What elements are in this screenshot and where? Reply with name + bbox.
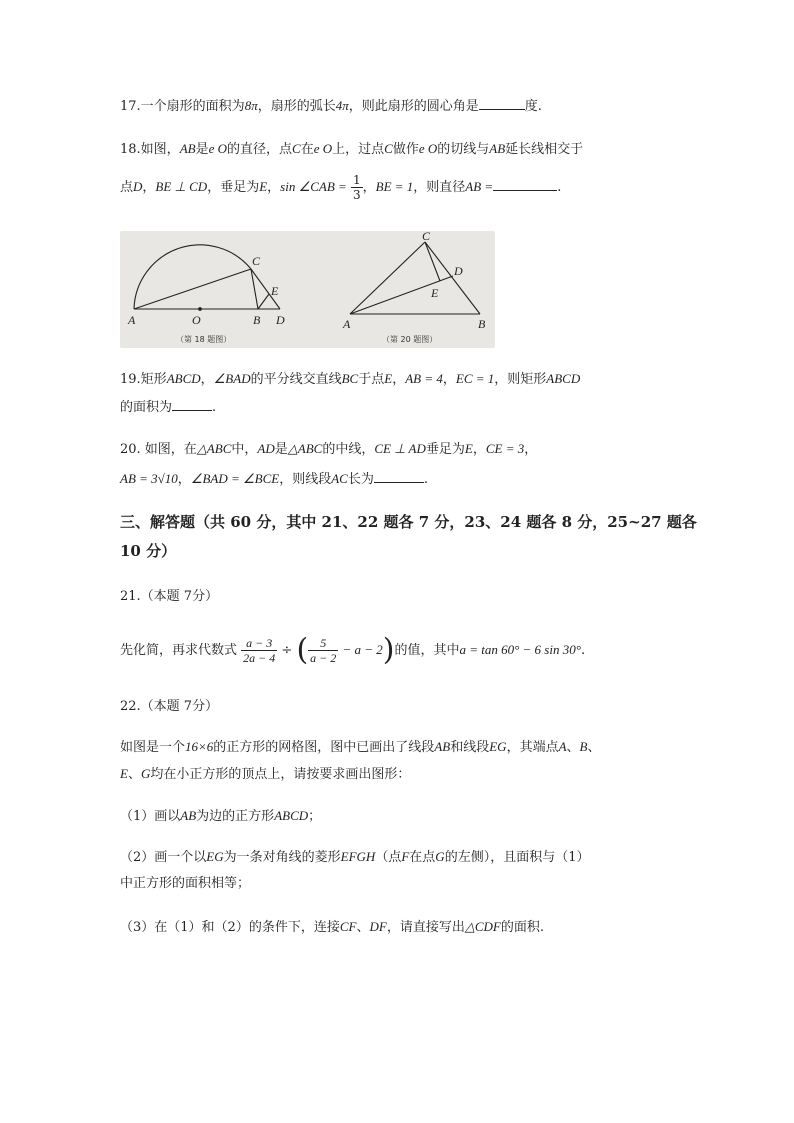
fraction-numerator: 1: [352, 173, 361, 187]
q22-text: 、: [356, 920, 370, 935]
q18-math: BE ⊥ CD: [155, 179, 208, 194]
q22-text: 均在小正方形的顶点上，请按要求画出图形：: [150, 767, 411, 782]
q22-text: 、: [127, 767, 141, 782]
q18-math: C: [384, 141, 393, 156]
q22-text: 为边的正方形: [196, 809, 275, 824]
q20-math: E: [464, 441, 473, 456]
question-20-line-2: [120, 470, 428, 489]
figure-18-caption: （第 18 题图）: [176, 335, 232, 344]
section-3-heading: 三、解答题（共 60 分，其中 21、22 题各 7 分，23、24 题各 8 分，25~27 题各: [120, 513, 697, 531]
q22-text: 、: [566, 740, 580, 755]
q18-math: AB: [179, 141, 196, 156]
q22-math: AB: [180, 808, 197, 823]
q18-text: 的直径，点: [227, 142, 293, 157]
figure-20: [350, 242, 480, 314]
q22-math: G: [140, 766, 151, 781]
question-22-part-2: [120, 848, 589, 867]
q17-area: 8π: [244, 98, 258, 113]
q19-text: ，: [442, 372, 456, 387]
question-22-line-1: [120, 738, 601, 757]
q22-text: 在点: [409, 850, 436, 865]
q17-arc: 4π: [335, 98, 349, 113]
q22-math: DF: [369, 919, 387, 934]
q22-text: 为一条对角线的菱形: [223, 850, 341, 865]
question-18-line-1: [120, 140, 583, 159]
q22-text: ，请直接写出: [386, 920, 465, 935]
q21-math: a = tan 60° − 6 sin 30°: [459, 642, 581, 657]
q20-math: CE = 3: [485, 441, 525, 456]
q18-text: ，垂足为: [207, 180, 260, 195]
q20-text: .: [423, 472, 429, 487]
q20-math: AD: [257, 441, 275, 456]
question-20-line-1: [120, 440, 537, 459]
figures-image: [120, 231, 495, 348]
q19-math: ABCD: [166, 371, 201, 386]
q22-math: AB: [434, 739, 451, 754]
label-B: B: [478, 317, 486, 331]
q19-math: BC: [341, 371, 359, 386]
question-22-header: 22.（本题 7分）: [120, 699, 219, 714]
label-D: D: [276, 313, 285, 327]
q20-text: 20. 如图，在: [120, 442, 197, 457]
q20-math: CE ⊥ AD: [374, 441, 426, 456]
q20-text: ，: [472, 442, 486, 457]
q18-text: ，: [142, 180, 156, 195]
fraction-denominator: a − 2: [310, 651, 337, 665]
q22-text: 的面积.: [500, 920, 544, 935]
q18-text: ，则直径: [413, 180, 466, 195]
q22-text: （3）在（1）和（2）的条件下，连接: [120, 920, 340, 935]
q17-text: 度.: [524, 99, 542, 114]
q18-math: e O: [418, 141, 438, 156]
q21-text: 的值，其中: [394, 643, 460, 658]
question-21-header: 21.（本题 7分）: [120, 589, 219, 604]
label-A: A: [343, 317, 351, 331]
q21-math: − a − 2: [342, 642, 383, 657]
q19-text: 的面积为: [120, 400, 173, 415]
q22-math: G: [435, 849, 445, 864]
q22-text: 如图是一个: [120, 740, 186, 755]
fraction-one-third: [351, 173, 363, 202]
q20-math: △ABC: [287, 441, 323, 456]
question-22-part-3: [120, 918, 544, 937]
q17-text: ，扇形的弧长: [257, 99, 336, 114]
question-22-part-2-cont: 中正方形的面积相等；: [120, 876, 251, 891]
q22-math: EG: [489, 739, 507, 754]
q22-text: ，其端点: [506, 740, 559, 755]
q19-text: ，: [392, 372, 406, 387]
q19-text: 19.矩形: [120, 372, 167, 387]
fraction-denominator: 3: [352, 188, 361, 202]
paren-close: ): [382, 632, 395, 668]
label-B: B: [253, 313, 261, 327]
q18-text: 做作: [392, 142, 419, 157]
q18-math: E: [259, 179, 268, 194]
q18-math: e O: [313, 141, 333, 156]
q22-text: （点: [375, 850, 402, 865]
q22-math: F: [401, 849, 410, 864]
q22-math: △CDF: [464, 919, 501, 934]
q22-math: EG: [206, 849, 224, 864]
q19-text: ，则矩形: [494, 372, 547, 387]
fraction-numerator: 5: [308, 636, 338, 651]
center-point-O: [199, 308, 202, 311]
q20-text: ，则线段: [279, 472, 332, 487]
paren-open: (: [296, 632, 309, 668]
q19-math: EC = 1: [455, 371, 495, 386]
answer-blank[interactable]: [172, 398, 212, 411]
q18-text: 18.如图，: [120, 142, 180, 157]
answer-blank[interactable]: [479, 97, 525, 110]
q18-text: 是: [195, 142, 209, 157]
question-19-line-2: [120, 398, 216, 417]
section-3-heading-cont: 10 分）: [120, 542, 177, 560]
question-22-part-1: [120, 807, 321, 826]
q21-text: .: [580, 643, 586, 658]
line-BC: [251, 269, 258, 309]
q22-text: 的左侧），且面积与（1）: [444, 850, 590, 865]
q19-math: ABCD: [546, 371, 581, 386]
q22-math: 16×6: [185, 739, 214, 754]
q20-text: ，: [177, 472, 191, 487]
q22-text: （1）画以: [120, 809, 181, 824]
line-CE: [425, 242, 440, 281]
label-O: O: [192, 313, 201, 327]
label-E: E: [271, 284, 279, 298]
q22-math: EFGH: [340, 849, 376, 864]
q22-math: CF: [339, 919, 357, 934]
q18-math: BE = 1: [375, 179, 414, 194]
q22-math: E: [120, 766, 128, 781]
figures-svg: [120, 231, 495, 348]
q18-text: 延长线相交于: [505, 142, 584, 157]
q18-math: C: [292, 141, 301, 156]
q19-text: 的平分线交直线: [250, 372, 342, 387]
q17-text: 17.一个扇形的面积为: [120, 99, 245, 114]
q22-text: ；: [308, 809, 322, 824]
question-18-line-2: [120, 170, 561, 205]
q18-text: ，: [362, 180, 376, 195]
q18-text: 上，过点: [332, 142, 385, 157]
fraction-2: [308, 636, 338, 665]
fraction-1: [241, 636, 277, 665]
q19-math: E: [384, 371, 393, 386]
q19-math: ∠BAD: [213, 371, 251, 386]
q18-text: 在: [300, 142, 314, 157]
q22-text: 、: [587, 740, 601, 755]
q20-text: 长为: [347, 472, 374, 487]
q20-text: ，: [524, 442, 538, 457]
q20-text: 中，: [231, 442, 258, 457]
q22-text: 的正方形的网格图，图中已画出了线段: [213, 740, 435, 755]
question-21-body: [120, 630, 585, 671]
line-CB: [425, 242, 480, 314]
q20-math: AC: [331, 471, 348, 486]
q20-text: 的中线，: [322, 442, 375, 457]
q18-math: D: [133, 179, 143, 194]
q18-text: ，: [267, 180, 281, 195]
q18-math: sin ∠CAB =: [280, 179, 347, 194]
label-D: D: [454, 264, 463, 278]
label-E: E: [431, 286, 439, 300]
q22-math: B: [579, 739, 588, 754]
q20-text: 垂足为: [425, 442, 465, 457]
q18-text: .: [557, 180, 562, 195]
q20-math: AB = 3√10: [120, 471, 178, 486]
q17-text: ，则此扇形的圆心角是: [348, 99, 479, 114]
answer-blank[interactable]: [374, 470, 424, 483]
q22-math: A: [558, 739, 567, 754]
question-22-line-2: [120, 765, 410, 784]
q18-math: AB =: [465, 179, 494, 194]
q22-text: 和线段: [450, 740, 490, 755]
q19-math: AB = 4: [405, 371, 443, 386]
q18-math: AB: [489, 141, 506, 156]
line-AC: [350, 242, 425, 314]
q19-text: ，: [200, 372, 214, 387]
q22-math: ABCD: [274, 808, 309, 823]
fraction-numerator: a − 3: [241, 636, 277, 651]
figure-20-caption: （第 20 题图）: [382, 335, 438, 344]
q18-text: 的切线与: [437, 142, 490, 157]
label-A: A: [128, 313, 136, 327]
q22-text: （2）画一个以: [120, 850, 207, 865]
divide-sign: ÷: [281, 643, 293, 658]
q20-text: 是: [274, 442, 288, 457]
fraction-denominator: 2a − 4: [243, 651, 276, 665]
q18-math: e O: [208, 141, 228, 156]
label-C: C: [252, 254, 261, 268]
q21-text: 先化简，再求代数式: [120, 643, 238, 658]
semicircle-arc: [134, 245, 251, 309]
q19-text: 于点: [358, 372, 385, 387]
label-C: C: [422, 231, 431, 243]
line-BE: [258, 294, 269, 309]
q19-text: .: [212, 400, 217, 415]
question-17: [120, 97, 542, 116]
q18-text: 点: [120, 180, 134, 195]
line-AC: [134, 269, 251, 309]
question-19-line-1: [120, 370, 580, 389]
q20-math: ∠BAD = ∠BCE: [190, 471, 280, 486]
q20-math: △ABC: [196, 441, 232, 456]
answer-blank[interactable]: [493, 178, 557, 191]
